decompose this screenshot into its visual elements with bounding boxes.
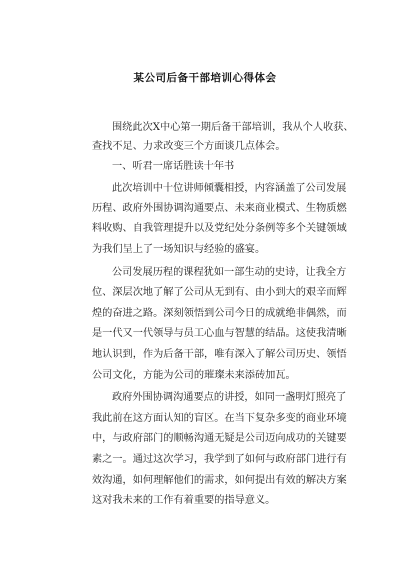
paragraph-line: 我此前在这方面认知的盲区。在当下复杂多变的商业环境 bbox=[92, 413, 347, 424]
paragraph-line: 效沟通，如何理解他们的需求，如何提出有效的解决方案 bbox=[92, 475, 347, 486]
paragraph-line: 此次培训中十位讲师倾囊相授，内容涵盖了公司发展 bbox=[112, 183, 347, 194]
paragraph-line: 公司发展历程的课程犹如一部生动的史诗，让我全方 bbox=[112, 267, 347, 278]
paragraph-line: 料收购、自我管理提升以及党纪处分条例等多个关键领域 bbox=[92, 223, 347, 234]
paragraph-line: 煌的奋进之路。深刻领悟到公司今日的成就绝非偶然，而 bbox=[92, 308, 347, 319]
paragraph-line: 是一代又一代领导与员工心血与智慧的结晶。这使我清晰 bbox=[92, 328, 347, 339]
paragraph-line: 为我们呈上了一场知识与经验的盛宴。 bbox=[92, 244, 266, 255]
paragraph-line: 查找不足、力求改变三个方面谈几点体会。 bbox=[92, 141, 286, 152]
paragraph-line: 这对我未来的工作有着重要的指导意义。 bbox=[92, 495, 276, 506]
paragraph-line: 政府外围协调沟通要点的讲授，如同一盏明灯照亮了 bbox=[112, 392, 347, 403]
section-heading: 一、听君一席话胜读十年书 bbox=[112, 161, 235, 172]
paragraph-line: 素之一。通过这次学习，我学到了如何与政府部门进行有 bbox=[92, 454, 347, 465]
paragraph-line: 公司文化，方能为公司的璀璨未来添砖加瓦。 bbox=[92, 370, 296, 381]
paragraph-line: 地认识到，作为后备干部，唯有深入了解公司历史、领悟 bbox=[92, 349, 347, 360]
paragraph-line: 历程、政府外围协调沟通要点、未来商业模式、生物质燃 bbox=[92, 203, 347, 214]
paragraph-line: 位、深层次地了解了公司从无到有、由小到大的艰辛而辉 bbox=[92, 287, 347, 298]
paragraph-line: 中，与政府部门的顺畅沟通无疑是公司迈向成功的关键要 bbox=[92, 433, 347, 444]
document-title: 某公司后备干部培训心得体会 bbox=[133, 72, 277, 84]
paragraph-line: 围绕此次X中心第一期后备干部培训，我从个人收获、 bbox=[112, 122, 354, 133]
